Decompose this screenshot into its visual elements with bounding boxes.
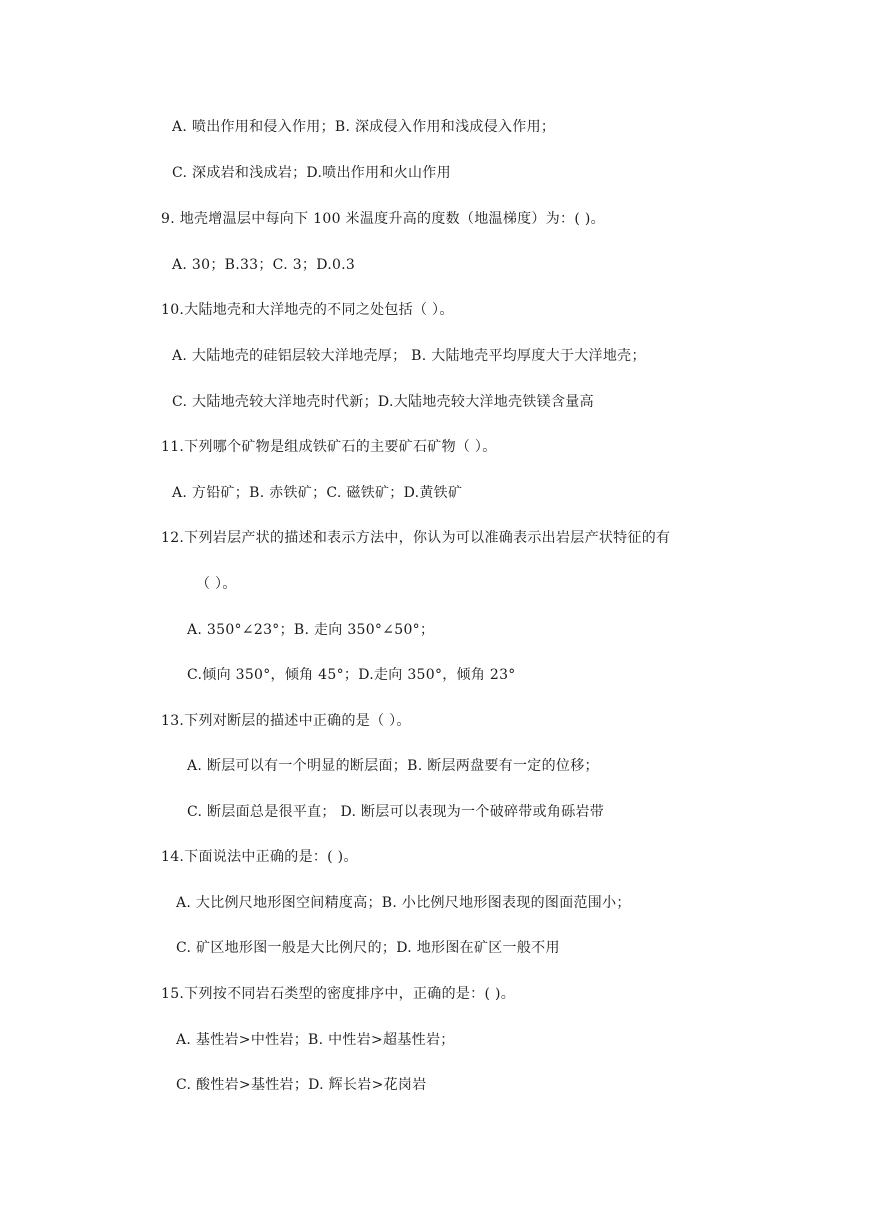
q11-question: 11.下列哪个矿物是组成铁矿石的主要矿石矿物（ ）。 (161, 439, 497, 455)
q9-question: 9. 地壳增温层中每向下 100 米温度升高的度数（地温梯度）为：( )。 (161, 211, 605, 227)
q15-question: 15.下列按不同岩石类型的密度排序中，正确的是：( )。 (161, 986, 516, 1002)
q10-options-cd: C. 大陆地壳较大洋地壳时代新；D.大陆地壳较大洋地壳铁镁含量高 (172, 394, 594, 410)
q12-options-ab: A. 350°∠23°；B. 走向 350°∠50°； (187, 622, 435, 638)
q13-question: 13.下列对断层的描述中正确的是（ ）。 (161, 713, 411, 729)
q14-options-ab: A. 大比例尺地形图空间精度高；B. 小比例尺地形图表现的图面范围小； (176, 895, 631, 911)
q12-question: 12.下列岩层产状的描述和表示方法中，你认为可以准确表示出岩层产状特征的有 (161, 530, 671, 546)
q13-options-cd: C. 断层面总是很平直； D. 断层可以表现为一个破碎带或角砾岩带 (187, 804, 605, 820)
q9-options: A. 30；B.33；C. 3；D.0.3 (172, 257, 356, 273)
q8-options-cd: C. 深成岩和浅成岩；D.喷出作用和火山作用 (172, 165, 451, 181)
q15-options-cd: C. 酸性岩>基性岩；D. 辉长岩>花岗岩 (176, 1077, 427, 1093)
q12-options-cd: C.倾向 350°，倾角 45°；D.走向 350°，倾角 23° (187, 667, 516, 683)
q10-options-ab: A. 大陆地壳的硅铝层较大洋地壳厚； B. 大陆地壳平均厚度大于大洋地壳； (172, 348, 646, 364)
q12-question-cont: （ ）。 (196, 576, 237, 592)
q8-options-ab: A. 喷出作用和侵入作用；B. 深成侵入作用和浅成侵入作用； (172, 119, 556, 135)
q14-options-cd: C. 矿区地形图一般是大比例尺的；D. 地形图在矿区一般不用 (176, 940, 560, 956)
q11-options: A. 方铅矿；B. 赤铁矿；C. 磁铁矿；D.黄铁矿 (172, 485, 463, 501)
q14-question: 14.下面说法中正确的是：( )。 (161, 849, 358, 865)
q15-options-ab: A. 基性岩>中性岩；B. 中性岩>超基性岩； (176, 1032, 455, 1048)
q10-question: 10.大陆地壳和大洋地壳的不同之处包括（ ）。 (161, 302, 454, 318)
q13-options-ab: A. 断层可以有一个明显的断层面；B. 断层两盘要有一定的位移； (187, 758, 599, 774)
